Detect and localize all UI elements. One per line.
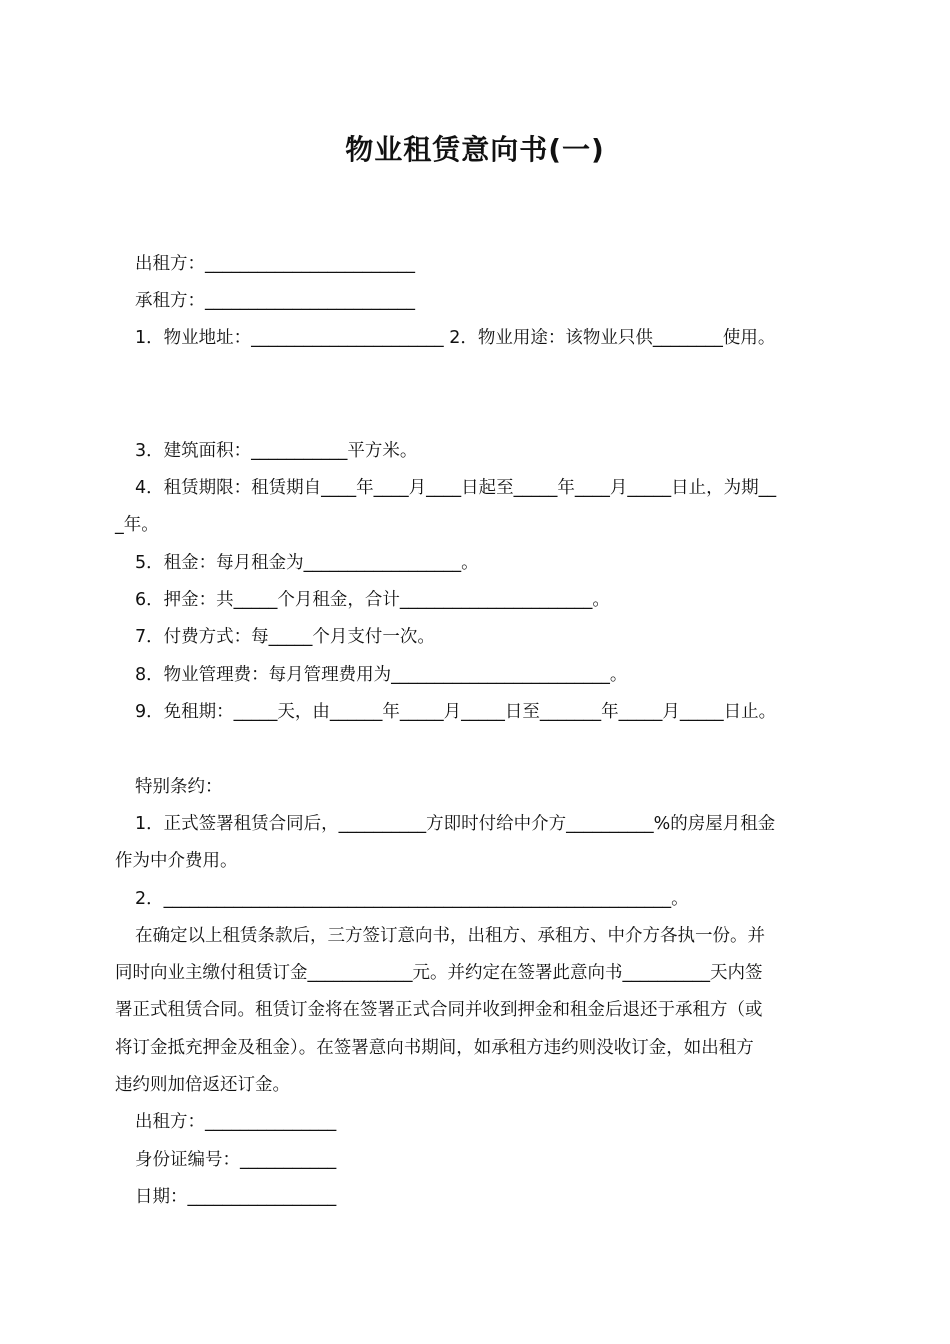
clause-rent: 5．租金：每月租金为__________________。 xyxy=(135,553,479,573)
signature-id-number: 身份证编号：___________ xyxy=(135,1150,337,1170)
special-term-1-continued: 作为中介费用。 xyxy=(115,851,238,871)
closing-paragraph-line-2: 同时向业主缴付租赁订金____________元。并约定在签署此意向书__________天内签 xyxy=(115,963,763,983)
clause-payment: 7．付费方式：每_____个月支付一次。 xyxy=(135,627,435,647)
special-term-1: 1．正式签署租赁合同后，__________方即时付给中介方__________%的房屋月租金 xyxy=(135,814,776,834)
closing-paragraph-line-3: 署正式租赁合同。租赁订金将在签署正式合同并收到押金和租金后退还于承租方（或 xyxy=(115,1000,763,1020)
lessor-line: 出租方：________________________ xyxy=(135,254,415,274)
clause-deposit: 6．押金：共_____个月租金，合计______________________。 xyxy=(135,590,610,610)
clause-address-usage: 1．物业地址：______________________ 2．物业用途：该物业只供________使用。 xyxy=(135,328,776,348)
signature-date: 日期：_________________ xyxy=(135,1187,337,1207)
special-terms-heading: 特别条约： xyxy=(135,777,223,797)
closing-paragraph-line-5: 违约则加倍返还订金。 xyxy=(115,1075,290,1095)
special-term-2: 2．__________________________________________________________。 xyxy=(135,889,689,909)
document-title: 物业租赁意向书(一) xyxy=(345,133,605,166)
clause-term-continued: _年。 xyxy=(115,515,159,535)
clause-area: 3．建筑面积：___________平方米。 xyxy=(135,441,418,461)
lessee-line: 承租方：________________________ xyxy=(135,291,415,311)
signature-lessor: 出租方：_______________ xyxy=(135,1112,337,1132)
clause-term: 4．租赁期限：租赁期自____年____月____日起至_____年____月_____日止，为期__ xyxy=(135,478,777,498)
closing-paragraph-line-1: 在确定以上租赁条款后，三方签订意向书，出租方、承租方、中介方各执一份。并 xyxy=(135,926,765,946)
clause-rent-free: 9．免租期：_____天，由______年_____月_____日至_______年_____月_____日止。 xyxy=(135,702,777,722)
closing-paragraph-line-4: 将订金抵充押金及租金）。在签署意向书期间，如承租方违约则没收订金，如出租方 xyxy=(115,1038,754,1058)
clause-management-fee: 8．物业管理费：每月管理费用为_________________________。 xyxy=(135,665,628,685)
